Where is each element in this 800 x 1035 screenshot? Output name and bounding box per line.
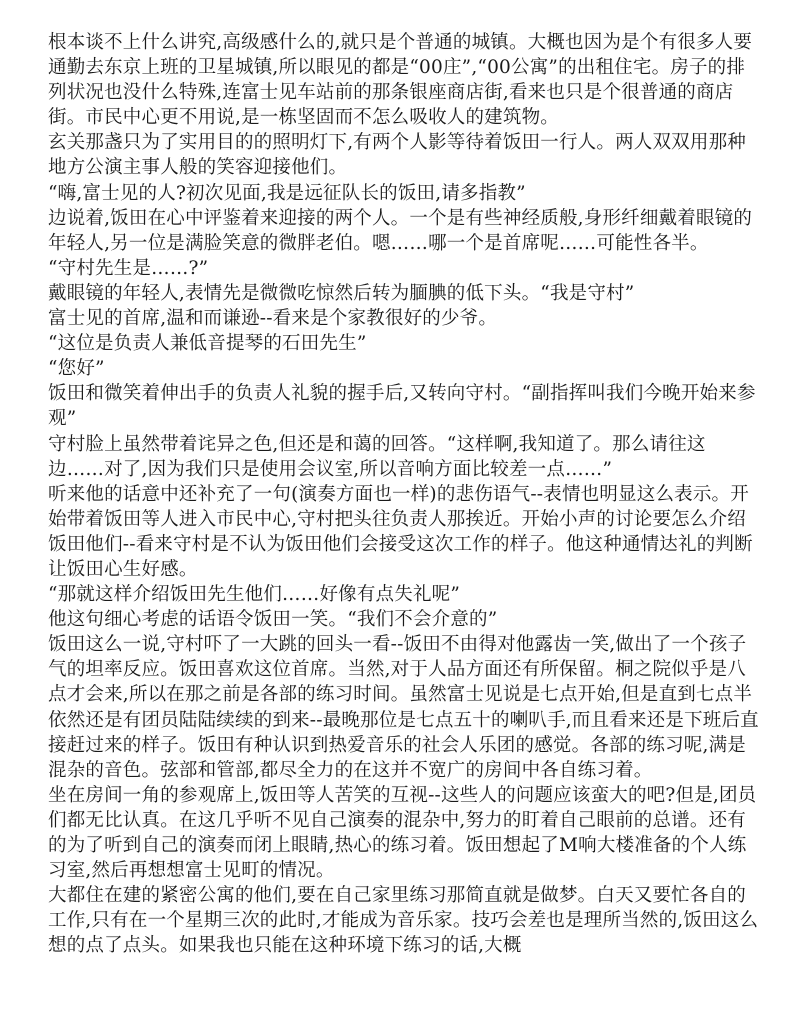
paragraph-ishida-intro: “这位是负责人兼低音提琴的石田先生” xyxy=(48,333,367,355)
document-page xyxy=(48,30,760,958)
paragraph-iida-evaluates: 边说着,饭田在心中评鉴着来迎接的两个人。一个是有些神经质般,身形纤细戴着眼镜的年轻人,另一位是满脸笑意的微胖老伯。嗯……哪一个是首席呢……可能性各半。 xyxy=(48,207,753,254)
paragraph-hello: “您好” xyxy=(48,358,105,380)
paragraph-practice-time: 饭田这么一说,守村吓了一大跳的回头一看--饭田不由得对他露齿一笑,做出了一个孩子气的坦率反应。饭田喜欢这位首席。当然,对于人品方面还有所保留。桐之院似乎是八点才会来,所以在那之前是各部的练习时间。虽然富士见说是七点开始,但是直到七点半依然还是有团员陆陆续续的到来--最晚那位是七点五十的喇叭手,而且看来还是下班后直接赶过来的样子。饭田有种认识到热爱音乐的社会人乐团的感觉。各部的练习呢,满是混杂的音色。弦部和管部,都尽全力的在这并不宽广的房间中各自练习着。 xyxy=(48,634,759,781)
paragraph-concertmaster-description: 富士见的首席,温和而谦逊--看来是个家教很好的少爷。 xyxy=(48,308,498,330)
paragraph-morimura-introduces: 戴眼镜的年轻人,表情先是微微吃惊然后转为腼腆的低下头。“我是守村” xyxy=(48,282,635,304)
paragraph-town-description: 根本谈不上什么讲究,高级感什么的,就只是个普通的城镇。大概也因为是个有很多人要通勤去东京上班的卫星城镇,所以眼见的都是“00庄”,“00公寓”的出租住宅。房子的排列状况也没什么特殊,连富士见车站前的那条银座商店街,看来也只是个很普通的商店街。市民中心更不用说,是一栋坚固而不怎么吸收人的建筑物。 xyxy=(48,32,753,129)
paragraph-observer-seats: 坐在房间一角的参观席上,饭田等人苦笑的互视--这些人的问题应该蛮大的吧?但是,团员们都无比认真。在这几乎听不见自己演奏的混杂中,努力的盯着自己眼前的总谱。还有的为了听到自己的演奏而闭上眼睛,热心的练习着。饭田想起了M响大楼准备的个人练习室,然后再想想富士见町的情况。 xyxy=(48,784,757,882)
paragraph-entrance-welcome: 玄关那盏只为了实用目的的照明灯下,有两个人影等待着饭田一行人。两人双双用那种地方公演主事人般的笑容迎接他们。 xyxy=(48,132,746,179)
paragraph-handshake: 饭田和微笑着伸出手的负责人礼貌的握手后,又转向守村。“副指挥叫我们今晚开始来参观” xyxy=(48,383,756,430)
paragraph-morimura-reply: 守村脸上虽然带着诧异之色,但还是和蔼的回答。“这样啊,我知道了。那么请往这边……对了,因为我们只是使用会议室,所以音响方面比较差一点……” xyxy=(48,433,706,480)
paragraph-introduce-rude: “那就这样介绍饭田先生他们……好像有点失礼呢” xyxy=(48,584,461,606)
paragraph-we-dont-mind: 他这句细心考虑的话语令饭田一笑。“我们不会介意的” xyxy=(48,609,498,631)
paragraph-sad-tone: 听来他的话意中还补充了一句(演奏方面也一样)的悲伤语气--表情也明显这么表示。开始带着饭田等人进入市民中心,守村把头往负责人那挨近。开始小声的讨论要怎么介绍饭田他们--看来守村是不认为饭田他们会接受这次工作的样子。他这种通情达礼的判断让饭田心生好感。 xyxy=(48,483,753,580)
paragraph-iida-greeting: “嗨,富士见的人?初次见面,我是远征队长的饭田,请多指教” xyxy=(48,182,526,204)
paragraph-apartment-life: 大都住在建的紧密公寓的他们,要在自己家里练习那简直就是做梦。白天又要忙各自的工作,只有在一个星期三次的此时,才能成为音乐家。技巧会差也是理所当然的,饭田这么想的点了点头。如果我也只能在这种环境下练习的话,大概 xyxy=(48,885,759,957)
paragraph-asks-morimura: “守村先生是……?” xyxy=(48,257,209,279)
